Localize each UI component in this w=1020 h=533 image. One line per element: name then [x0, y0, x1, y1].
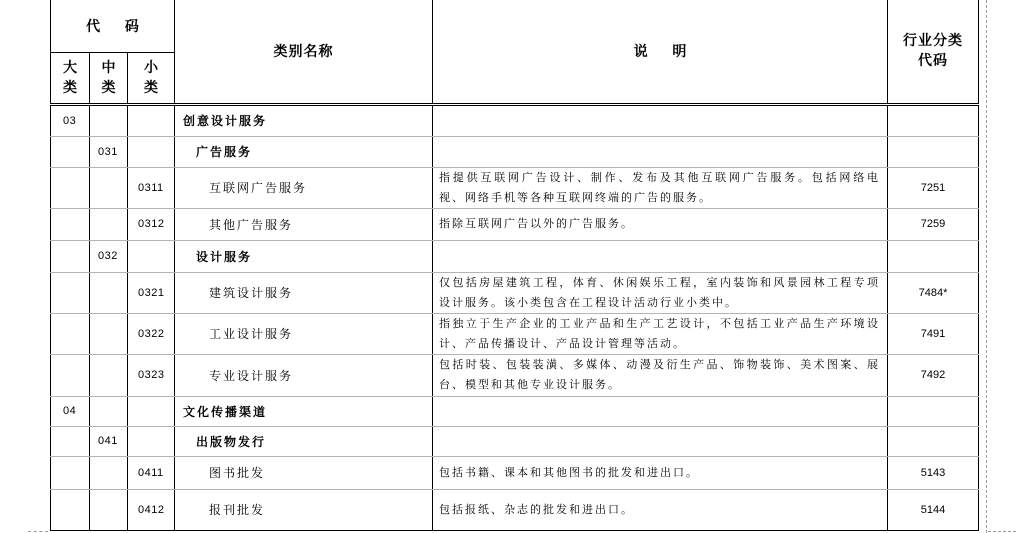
cell-minor-code: 0411: [128, 456, 175, 489]
header-category-name: 类别名称: [175, 0, 433, 104]
cell-minor-code: 0311: [128, 167, 175, 208]
cell-industry-code: [888, 136, 979, 167]
cell-industry-code: 7251: [888, 167, 979, 208]
cell-industry-code: 7492: [888, 354, 979, 396]
table-header: [51, 0, 979, 104]
cell-description: [433, 240, 888, 272]
table-row: [51, 354, 979, 396]
cell-minor-code: [128, 426, 175, 456]
cell-minor-code: [128, 136, 175, 167]
header-code-minor: [128, 52, 175, 104]
table-row: [51, 167, 979, 208]
cell-industry-code: 5143: [888, 456, 979, 489]
cell-medium-code: [90, 208, 128, 240]
cell-industry-code: [888, 426, 979, 456]
cell-category-name: 其他广告服务: [175, 208, 433, 240]
header-industry-code-line1: 行业分类: [903, 33, 963, 50]
table-row: [51, 240, 979, 272]
cell-medium-code: [90, 313, 128, 354]
cell-description: 指除互联网广告以外的广告服务。: [433, 208, 888, 240]
cell-category-name: 文化传播渠道: [175, 396, 433, 426]
cell-medium-code: [90, 456, 128, 489]
cell-description: 包括报纸、杂志的批发和进出口。: [433, 489, 888, 530]
cell-category-name: 报刊批发: [175, 489, 433, 530]
table-row: [51, 208, 979, 240]
cell-description: [433, 426, 888, 456]
page-margin-guide: [986, 0, 987, 533]
cell-category-name: 出版物发行: [175, 426, 433, 456]
cell-medium-code: [90, 272, 128, 313]
cell-medium-code: [90, 489, 128, 530]
cell-major-code: 04: [51, 396, 90, 426]
table-row: [51, 136, 979, 167]
cell-minor-code: 0312: [128, 208, 175, 240]
table-row: [51, 313, 979, 354]
table-row: [51, 489, 979, 530]
cell-industry-code: 7484*: [888, 272, 979, 313]
cell-description: [433, 396, 888, 426]
cell-major-code: [51, 426, 90, 456]
cell-industry-code: [888, 396, 979, 426]
cell-minor-code: 0323: [128, 354, 175, 396]
cell-category-name: 工业设计服务: [175, 313, 433, 354]
header-industry-code: [888, 0, 979, 104]
cell-industry-code: 7491: [888, 313, 979, 354]
header-code-minor-label: 小类: [143, 59, 158, 96]
cell-major-code: [51, 489, 90, 530]
cell-category-name: 互联网广告服务: [175, 167, 433, 208]
table-row: [51, 426, 979, 456]
cell-description: 指独立于生产企业的工业产品和生产工艺设计，不包括工业产品生产环境设计、产品传播设计、产品设计管理等活动。: [433, 313, 888, 354]
cell-medium-code: 032: [90, 240, 128, 272]
header-code-major-label: 大类: [62, 59, 77, 96]
header-code-major: [51, 52, 90, 104]
cell-major-code: [51, 354, 90, 396]
header-description: 说 明: [433, 0, 888, 104]
cell-medium-code: [90, 167, 128, 208]
cell-minor-code: 0412: [128, 489, 175, 530]
cell-major-code: [51, 313, 90, 354]
cell-description: [433, 136, 888, 167]
table-row: [51, 104, 979, 136]
cell-minor-code: [128, 396, 175, 426]
header-code-medium-label: 中类: [101, 59, 116, 96]
header-industry-code-line2: 代码: [918, 53, 948, 70]
cell-minor-code: 0321: [128, 272, 175, 313]
header-code-group: 代 码: [51, 0, 175, 52]
cell-medium-code: [90, 396, 128, 426]
cell-minor-code: 0322: [128, 313, 175, 354]
cell-industry-code: [888, 240, 979, 272]
cell-description: 仅包括房屋建筑工程，体育、休闲娱乐工程，室内装饰和风景园林工程专项设计服务。该小类包含在工程设计活动行业小类中。: [433, 272, 888, 313]
cell-major-code: [51, 240, 90, 272]
table-row: [51, 272, 979, 313]
cell-medium-code: 031: [90, 136, 128, 167]
cell-category-name: 图书批发: [175, 456, 433, 489]
cell-medium-code: [90, 354, 128, 396]
cell-description: 包括时装、包装装潢、多媒体、动漫及衍生产品、饰物装饰、美术图案、展台、模型和其他专业设计服务。: [433, 354, 888, 396]
cell-category-name: 建筑设计服务: [175, 272, 433, 313]
cell-major-code: [51, 272, 90, 313]
cell-major-code: [51, 167, 90, 208]
cell-category-name: 广告服务: [175, 136, 433, 167]
table-body: [51, 104, 979, 530]
header-row: [51, 0, 979, 52]
page-corner-mark: [28, 531, 48, 532]
table-row: [51, 396, 979, 426]
cell-minor-code: [128, 240, 175, 272]
cell-category-name: 设计服务: [175, 240, 433, 272]
cell-medium-code: 041: [90, 426, 128, 456]
cell-major-code: [51, 208, 90, 240]
cell-major-code: 03: [51, 104, 90, 136]
table-row: [51, 456, 979, 489]
cell-minor-code: [128, 104, 175, 136]
cell-category-name: 创意设计服务: [175, 104, 433, 136]
page-corner-mark: [988, 531, 1016, 532]
cell-medium-code: [90, 104, 128, 136]
header-code-medium: [90, 52, 128, 104]
cell-industry-code: 7259: [888, 208, 979, 240]
cell-major-code: [51, 136, 90, 167]
cell-description: 包括书籍、课本和其他图书的批发和进出口。: [433, 456, 888, 489]
classification-table: [50, 0, 979, 531]
cell-industry-code: [888, 104, 979, 136]
cell-industry-code: 5144: [888, 489, 979, 530]
cell-description: 指提供互联网广告设计、制作、发布及其他互联网广告服务。包括网络电视、网络手机等各种互联网终端的广告的服务。: [433, 167, 888, 208]
cell-description: [433, 104, 888, 136]
cell-category-name: 专业设计服务: [175, 354, 433, 396]
cell-major-code: [51, 456, 90, 489]
